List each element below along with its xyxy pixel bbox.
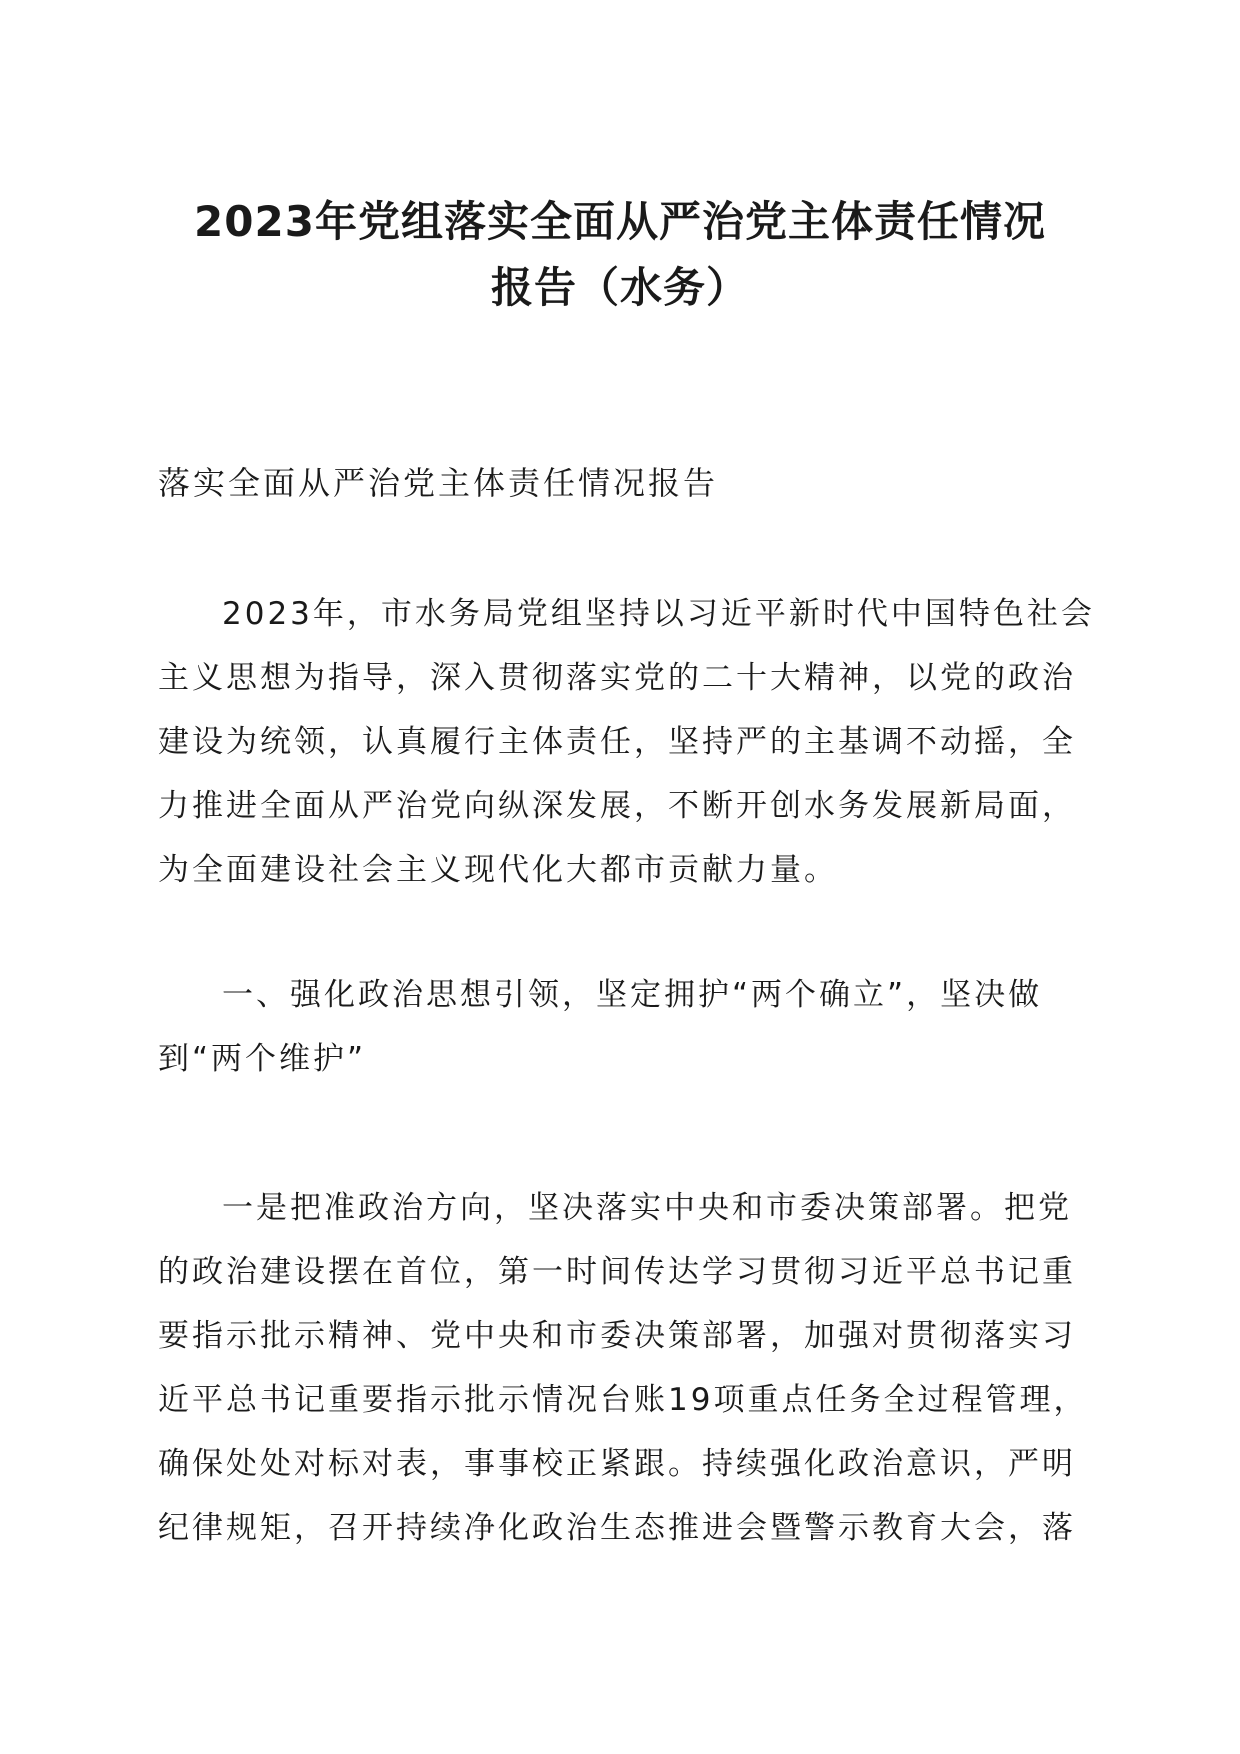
heading-line: 一、强化政治思想引领，坚定拥护“两个确立”，坚决做	[222, 977, 1043, 1013]
document-title-line-1: 2023年党组落实全面从严治党主体责任情况	[194, 197, 1046, 246]
paragraph-line: 要指示批示精神、党中央和市委决策部署，加强对贯彻落实习	[158, 1318, 1076, 1354]
paragraph-line: 建设为统领，认真履行主体责任，坚持严的主基调不动摇，全	[158, 724, 1076, 760]
document-title-line-2: 报告（水务）	[490, 263, 749, 312]
paragraph-line: 一是把准政治方向，坚决落实中央和市委决策部署。把党	[222, 1190, 1072, 1226]
paragraph-intro	[158, 582, 1095, 902]
section-heading-1	[158, 963, 1080, 1091]
paragraph-line: 近平总书记重要指示批示情况台账19项重点任务全过程管理，	[158, 1382, 1088, 1418]
paragraph-line: 力推进全面从严治党向纵深发展，不断开创水务发展新局面，	[158, 788, 1076, 824]
document-subtitle: 落实全面从严治党主体责任情况报告	[158, 464, 719, 502]
paragraph-line: 为全面建设社会主义现代化大都市贡献力量。	[158, 852, 838, 888]
paragraph-section-1	[158, 1176, 1088, 1560]
paragraph-line: 2023年，市水务局党组坚持以习近平新时代中国特色社会	[222, 596, 1095, 632]
paragraph-line: 主义思想为指导，深入贯彻落实党的二十大精神，以党的政治	[158, 660, 1076, 696]
heading-line: 到“两个维护”	[158, 1041, 367, 1077]
paragraph-line: 纪律规矩，召开持续净化政治生态推进会暨警示教育大会，落	[158, 1510, 1076, 1546]
paragraph-line: 的政治建设摆在首位，第一时间传达学习贯彻习近平总书记重	[158, 1254, 1076, 1290]
paragraph-line: 确保处处对标对表，事事校正紧跟。持续强化政治意识，严明	[158, 1446, 1076, 1482]
